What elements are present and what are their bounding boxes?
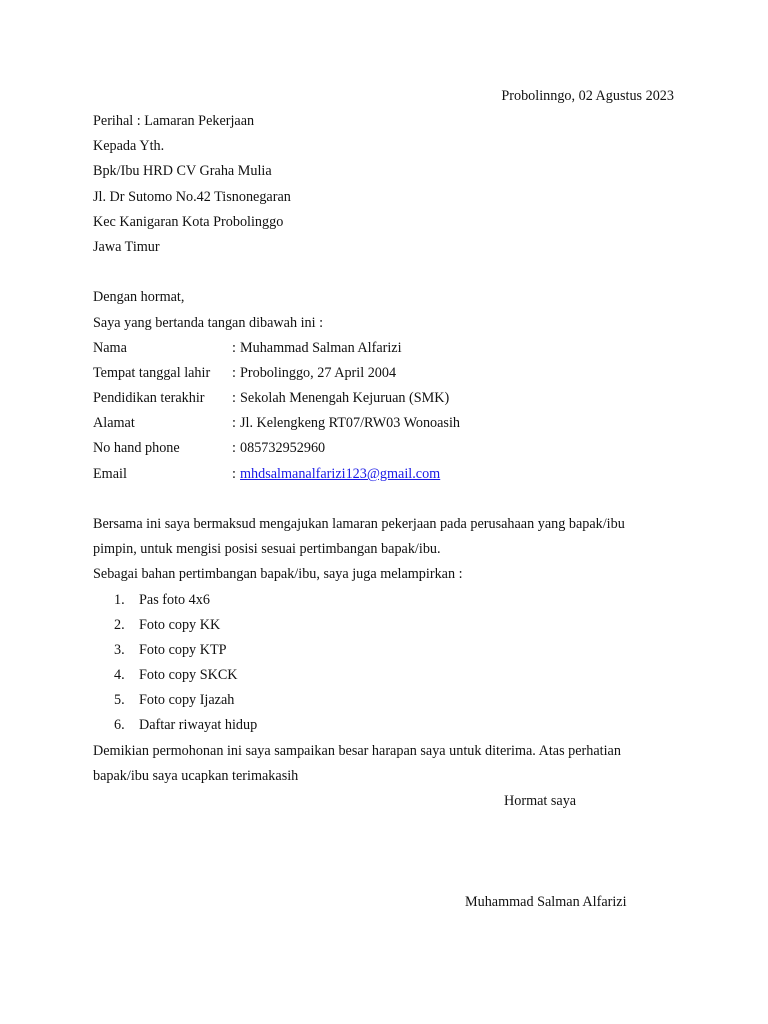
recipient-company: Bpk/Ibu HRD CV Graha Mulia [93,163,272,179]
body-paragraph-line-2: pimpin, untuk mengisi posisi sesuai pertimbangan bapak/ibu. [93,541,441,557]
list-text: Foto copy KK [139,617,221,633]
list-number: 2. [114,617,125,633]
signature-name: Muhammad Salman Alfarizi [465,894,627,910]
recipient-address-1: Jl. Dr Sutomo No.42 Tisnonegaran [93,189,291,205]
email-link[interactable]: mhdsalmanalfarizi123@gmail.com [240,466,441,482]
list-text: Daftar riwayat hidup [139,717,258,733]
subject-line: Perihal : Lamaran Pekerjaan [93,113,255,129]
field-value: Sekolah Menengah Kejuruan (SMK) [240,390,450,406]
list-number: 3. [114,642,125,658]
field-value: 085732952960 [240,440,326,456]
field-label: No hand phone [93,440,180,456]
list-number: 4. [114,667,125,683]
list-number: 1. [114,592,125,608]
closing-line-1: Demikian permohonan ini saya sampaikan besar harapan saya untuk diterima. Atas perhatian [93,743,621,759]
intro-line: Saya yang bertanda tangan dibawah ini : [93,315,324,331]
field-separator: : [232,415,236,431]
recipient-address-3: Jawa Timur [93,239,160,255]
field-separator: : [232,466,236,482]
body-paragraph-line-1: Bersama ini saya bermaksud mengajukan lamaran pekerjaan pada perusahaan yang bapak/ibu [93,516,625,532]
place-date: Probolinngo, 02 Agustus 2023 [501,88,674,104]
field-label: Alamat [93,415,135,431]
field-label: Tempat tanggal lahir [93,365,211,381]
recipient-salutation: Kepada Yth. [93,138,165,154]
field-label: Pendidikan terakhir [93,390,205,406]
list-text: Pas foto 4x6 [139,592,210,608]
list-text: Foto copy SKCK [139,667,238,683]
field-label: Nama [93,340,127,356]
field-separator: : [232,440,236,456]
attachments-intro: Sebagai bahan pertimbangan bapak/ibu, saya juga melampirkan : [93,566,463,582]
list-number: 6. [114,717,125,733]
field-separator: : [232,390,236,406]
field-value: Probolinggo, 27 April 2004 [240,365,397,381]
list-text: Foto copy Ijazah [139,692,235,708]
field-label: Email [93,466,127,482]
greeting: Dengan hormat, [93,289,185,305]
closing-line-2: bapak/ibu saya ucapkan terimakasih [93,768,299,784]
field-value: Jl. Kelengkeng RT07/RW03 Wonoasih [240,415,460,431]
list-number: 5. [114,692,125,708]
field-separator: : [232,365,236,381]
regards: Hormat saya [504,793,577,809]
field-value: Muhammad Salman Alfarizi [240,340,402,356]
list-text: Foto copy KTP [139,642,227,658]
field-separator: : [232,340,236,356]
recipient-address-2: Kec Kanigaran Kota Probolinggo [93,214,284,230]
